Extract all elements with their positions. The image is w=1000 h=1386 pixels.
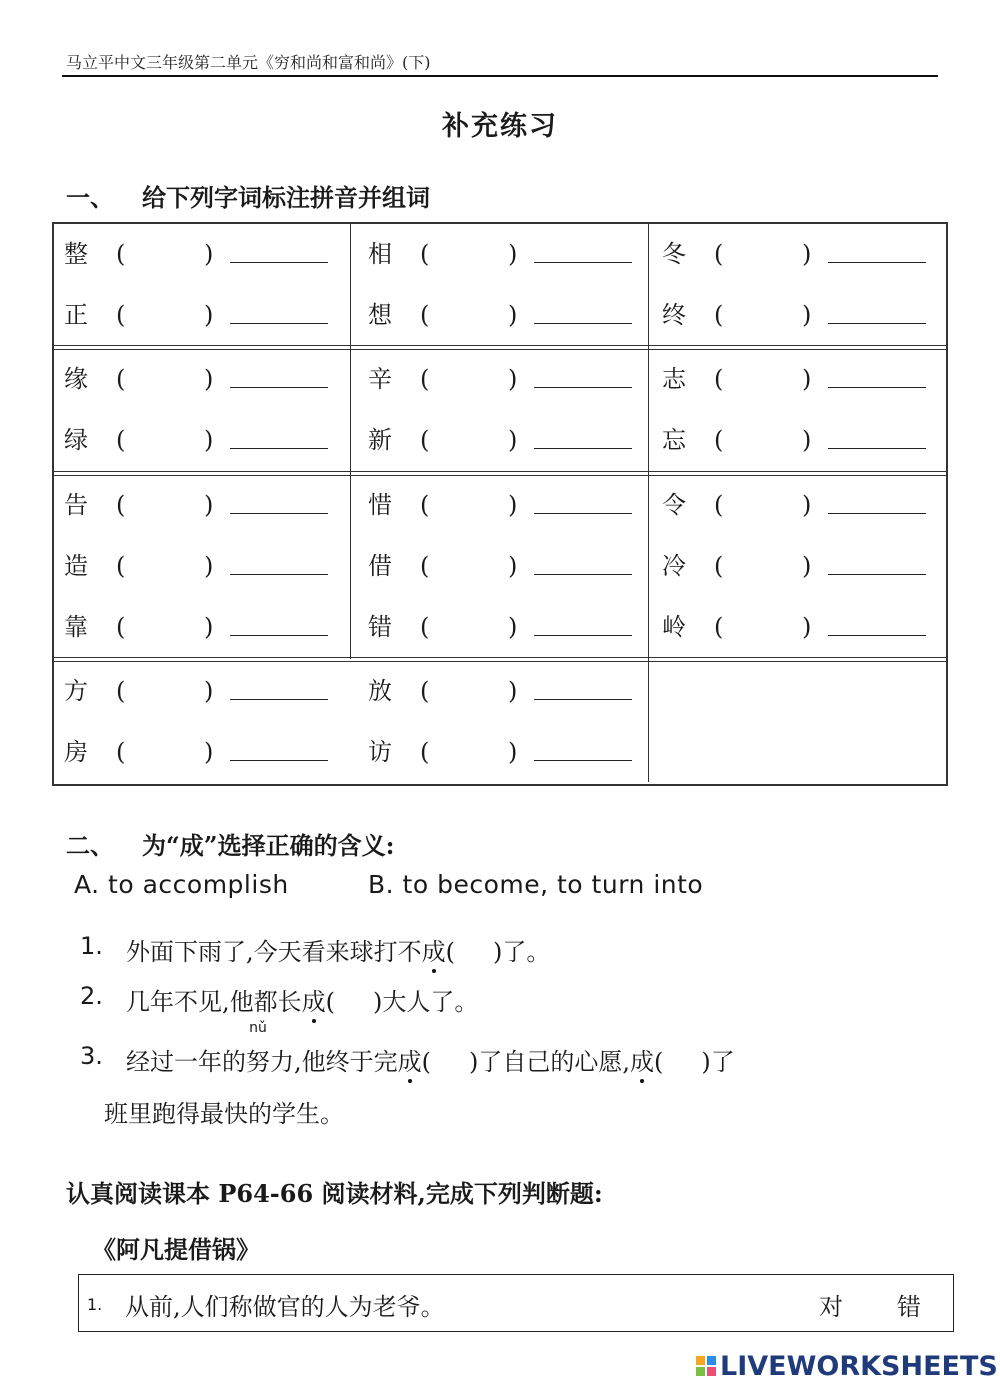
pinyin-close-paren: ) <box>508 301 518 329</box>
pinyin-input[interactable]: ( <box>420 365 430 393</box>
pinyin-close-paren: ) <box>508 491 518 519</box>
false-choice[interactable]: 错 <box>897 1293 921 1321</box>
character: 令 <box>662 491 686 519</box>
character: 访 <box>368 738 392 766</box>
word-blank-input[interactable] <box>230 635 328 636</box>
target-char: 成 <box>398 1042 422 1077</box>
question-text-before: 外面下雨了,今天看来球打不 <box>126 938 422 966</box>
grid-border-right <box>946 222 948 786</box>
pinyin-input[interactable]: ( <box>714 301 724 329</box>
word-blank-input[interactable] <box>534 513 632 514</box>
pinyin-close-paren: ) <box>802 301 812 329</box>
question-text-part4: )了 <box>701 1048 735 1076</box>
true-false-item <box>78 1274 954 1332</box>
word-blank-input[interactable] <box>534 574 632 575</box>
pinyin-grid <box>52 222 948 786</box>
pinyin-input[interactable]: ( <box>116 552 126 580</box>
pinyin-close-paren: ) <box>508 240 518 268</box>
pinyin-close-paren: ) <box>802 365 812 393</box>
pinyin-close-paren: ) <box>204 301 214 329</box>
grid-sep-2b <box>52 475 948 476</box>
pinyin-close-paren: ) <box>802 613 812 641</box>
section2-title: 为“成”选择正确的含义: <box>142 831 395 860</box>
pinyin-close-paren: ) <box>204 552 214 580</box>
question-number: 3. <box>80 1042 103 1070</box>
pinyin-input[interactable]: ( <box>116 677 126 705</box>
option-a: A. to accomplish <box>74 870 289 899</box>
question-number: 1. <box>80 932 103 960</box>
character: 正 <box>64 301 88 329</box>
pinyin-input[interactable]: ( <box>420 240 430 268</box>
character: 错 <box>368 613 392 641</box>
header-divider <box>62 75 938 77</box>
pinyin-input[interactable]: ( <box>116 613 126 641</box>
page-title: 补充练习 <box>442 111 558 142</box>
pinyin-input[interactable]: ( <box>116 426 126 454</box>
question-text-part3: )了自己的心愿, <box>469 1048 631 1076</box>
word-blank-input[interactable] <box>828 635 926 636</box>
character: 告 <box>64 491 88 519</box>
grid-border-bottom <box>52 784 948 786</box>
question-text-after: )了。 <box>493 938 551 966</box>
pinyin-close-paren: ) <box>204 677 214 705</box>
question-3-line2: 班里跑得最快的学生。 <box>104 1100 344 1128</box>
liveworksheets-logo <box>696 1350 998 1382</box>
pinyin-input[interactable]: ( <box>116 301 126 329</box>
word-blank-input[interactable] <box>230 262 328 263</box>
pinyin-close-paren: ) <box>802 426 812 454</box>
grid-vline-2 <box>648 222 649 782</box>
pinyin-close-paren: ) <box>508 677 518 705</box>
pinyin-input[interactable]: ( <box>420 738 430 766</box>
pinyin-input[interactable]: ( <box>714 613 724 641</box>
section2-heading <box>66 826 394 861</box>
word-blank-input[interactable] <box>230 760 328 761</box>
page-header: 马立平中文三年级第二单元《穷和尚和富和尚》(下) <box>66 53 431 72</box>
word-blank-input[interactable] <box>230 323 328 324</box>
word-blank-input[interactable] <box>828 574 926 575</box>
character: 岭 <box>662 613 686 641</box>
pinyin-close-paren: ) <box>204 491 214 519</box>
word-blank-input[interactable] <box>534 323 632 324</box>
question-text <box>126 982 478 1017</box>
character: 冬 <box>662 240 686 268</box>
character: 放 <box>368 677 392 705</box>
answer-open-paren: ( <box>654 1048 664 1076</box>
character: 想 <box>368 301 392 329</box>
pinyin-input[interactable]: ( <box>116 738 126 766</box>
pinyin-input[interactable]: ( <box>420 426 430 454</box>
character: 志 <box>662 365 686 393</box>
true-choice[interactable]: 对 <box>819 1293 843 1321</box>
pinyin-close-paren: ) <box>802 552 812 580</box>
pinyin-close-paren: ) <box>508 426 518 454</box>
character: 忘 <box>662 426 686 454</box>
section1-number: 一、 <box>66 183 114 212</box>
annotated-char: 努 <box>246 1048 270 1076</box>
question-text-after: )大人了。 <box>373 988 479 1016</box>
word-blank-input[interactable] <box>828 513 926 514</box>
item-number: 1. <box>87 1295 103 1314</box>
character: 方 <box>64 677 88 705</box>
character: 整 <box>64 240 88 268</box>
target-char: 成 <box>302 982 326 1017</box>
grid-sep-1b <box>52 349 948 350</box>
character: 靠 <box>64 613 88 641</box>
grid-sep-2a <box>52 471 948 472</box>
option-b: B. to become, to turn into <box>368 870 704 899</box>
character: 冷 <box>662 552 686 580</box>
pinyin-close-paren: ) <box>204 613 214 641</box>
pinyin-input[interactable]: ( <box>420 491 430 519</box>
pinyin-input[interactable]: ( <box>420 301 430 329</box>
character: 辛 <box>368 365 392 393</box>
word-blank-input[interactable] <box>230 574 328 575</box>
question-number: 2. <box>80 982 103 1010</box>
pinyin-close-paren: ) <box>508 552 518 580</box>
word-blank-input[interactable] <box>534 387 632 388</box>
pinyin-input[interactable]: ( <box>116 491 126 519</box>
pinyin-close-paren: ) <box>508 365 518 393</box>
answer-open-paren: ( <box>445 938 456 966</box>
logo-square <box>696 1356 705 1365</box>
word-blank-input[interactable] <box>828 262 926 263</box>
word-blank-input[interactable] <box>534 262 632 263</box>
pinyin-input[interactable]: ( <box>420 552 430 580</box>
character: 缘 <box>64 365 88 393</box>
word-blank-input[interactable] <box>230 513 328 514</box>
word-blank-input[interactable] <box>230 387 328 388</box>
word-blank-input[interactable] <box>828 448 926 449</box>
pinyin-close-paren: ) <box>204 365 214 393</box>
pinyin-input[interactable]: ( <box>116 240 126 268</box>
word-blank-input[interactable] <box>534 448 632 449</box>
question-text <box>126 932 550 967</box>
answer-open-paren: ( <box>325 988 336 1016</box>
pinyin-close-paren: ) <box>508 738 518 766</box>
word-blank-input[interactable] <box>828 323 926 324</box>
target-char: 成 <box>422 932 446 967</box>
character: 相 <box>368 240 392 268</box>
section1-title: 给下列字词标注拼音并组词 <box>142 183 430 212</box>
reading-heading: 认真阅读课本 P64-66 阅读材料,完成下列判断题: <box>66 1179 603 1208</box>
pinyin-input[interactable]: ( <box>714 552 724 580</box>
character: 绿 <box>64 426 88 454</box>
pinyin-close-paren: ) <box>204 426 214 454</box>
pinyin-close-paren: ) <box>204 738 214 766</box>
word-blank-input[interactable] <box>534 760 632 761</box>
logo-square <box>707 1367 716 1376</box>
logo-square <box>696 1367 705 1376</box>
question-text-part1: 经过一年的 <box>126 1048 246 1076</box>
grid-border-left <box>52 222 54 786</box>
character: 造 <box>64 552 88 580</box>
grid-vline-1 <box>350 222 351 659</box>
character: 惜 <box>368 491 392 519</box>
character: 借 <box>368 552 392 580</box>
word-blank-input[interactable] <box>828 387 926 388</box>
pinyin-label: nǔ <box>249 1020 267 1036</box>
target-char: 成 <box>630 1042 654 1077</box>
section2-number: 二、 <box>66 831 114 860</box>
question-text-before: 几年不见,他都长 <box>126 988 302 1016</box>
grid-sep-1a <box>52 345 948 346</box>
pinyin-annotated-char <box>246 1020 270 1077</box>
pinyin-close-paren: ) <box>802 240 812 268</box>
logo-square <box>707 1356 716 1365</box>
word-blank-input[interactable] <box>230 448 328 449</box>
question-text <box>126 1020 735 1077</box>
logo-text: LIVEWORKSHEETS <box>720 1350 998 1382</box>
pinyin-input[interactable]: ( <box>116 365 126 393</box>
pinyin-input[interactable]: ( <box>714 240 724 268</box>
grid-border-top <box>52 222 948 224</box>
word-blank-input[interactable] <box>534 699 632 700</box>
section1-heading <box>66 178 430 213</box>
pinyin-input[interactable]: ( <box>714 365 724 393</box>
pinyin-input[interactable]: ( <box>420 613 430 641</box>
story-title: 《阿凡提借锅》 <box>92 1235 260 1264</box>
logo-mark-icon <box>696 1356 716 1376</box>
pinyin-input[interactable]: ( <box>420 677 430 705</box>
pinyin-close-paren: ) <box>204 240 214 268</box>
pinyin-input[interactable]: ( <box>714 491 724 519</box>
answer-open-paren: ( <box>421 1048 432 1076</box>
pinyin-close-paren: ) <box>802 491 812 519</box>
word-blank-input[interactable] <box>534 635 632 636</box>
character: 房 <box>64 738 88 766</box>
pinyin-close-paren: ) <box>508 613 518 641</box>
word-blank-input[interactable] <box>230 699 328 700</box>
pinyin-input[interactable]: ( <box>714 426 724 454</box>
item-statement: 从前,人们称做官的人为老爷。 <box>125 1293 445 1321</box>
question-text-part2: 力,他终于完 <box>270 1048 398 1076</box>
character: 新 <box>368 426 392 454</box>
character: 终 <box>662 301 686 329</box>
grid-sep-3b <box>52 661 948 662</box>
grid-sep-3a <box>52 657 948 658</box>
